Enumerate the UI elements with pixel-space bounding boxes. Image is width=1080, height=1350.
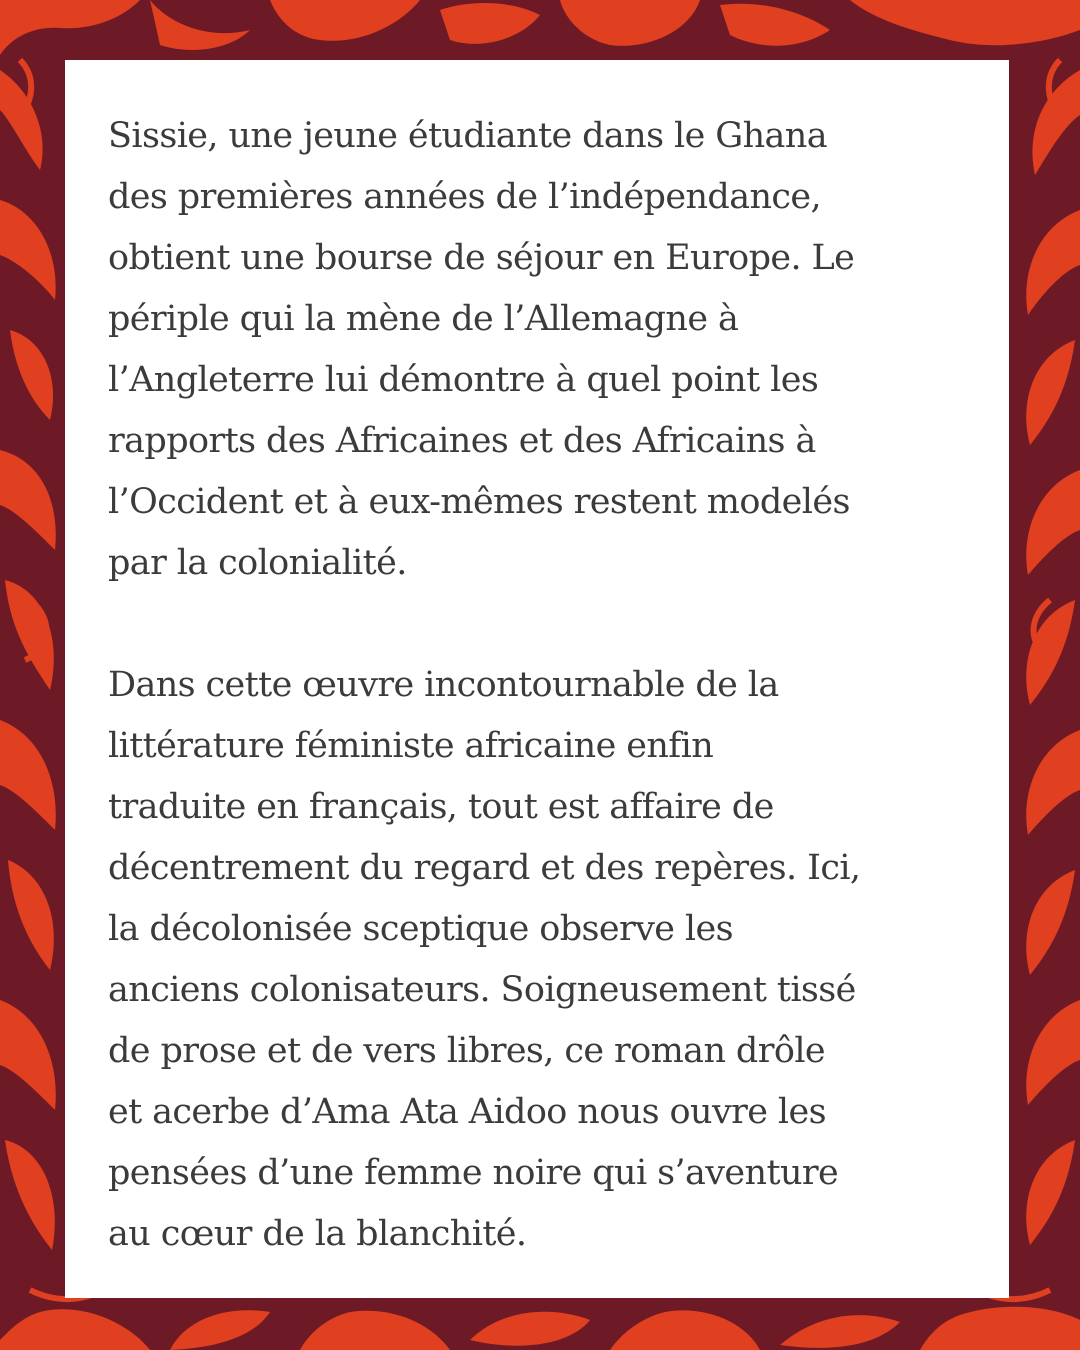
paragraph-review: Dans cette œuvre incontournable de la littérature féministe africaine enfin traduite en français, tout est affaire de décentrement du regard et des repères. Ici, la décolonisée sceptique observe les anciens colonisateurs. Soigneusement tissé de prose et de vers libres, ce roman drôle et acerbe d’Ama Ata Aidoo nous ouvre les pensées d’une femme noire qui s’aventure au cœur de la blanchité.	[108, 665, 861, 1254]
paragraph-synopsis: Sissie, une jeune étudiante dans le Ghana des premières années de l’indépendance, obtient une bourse de séjour en Europe. Le périple qui la mène de l’Allemagne à l’Angleterre lui démontre à quel point les rapports des Africaines et des Africains à l’Occident et à eux-mêmes restent modelés par la colonialité.	[108, 116, 855, 583]
description-card	[65, 60, 1009, 1298]
